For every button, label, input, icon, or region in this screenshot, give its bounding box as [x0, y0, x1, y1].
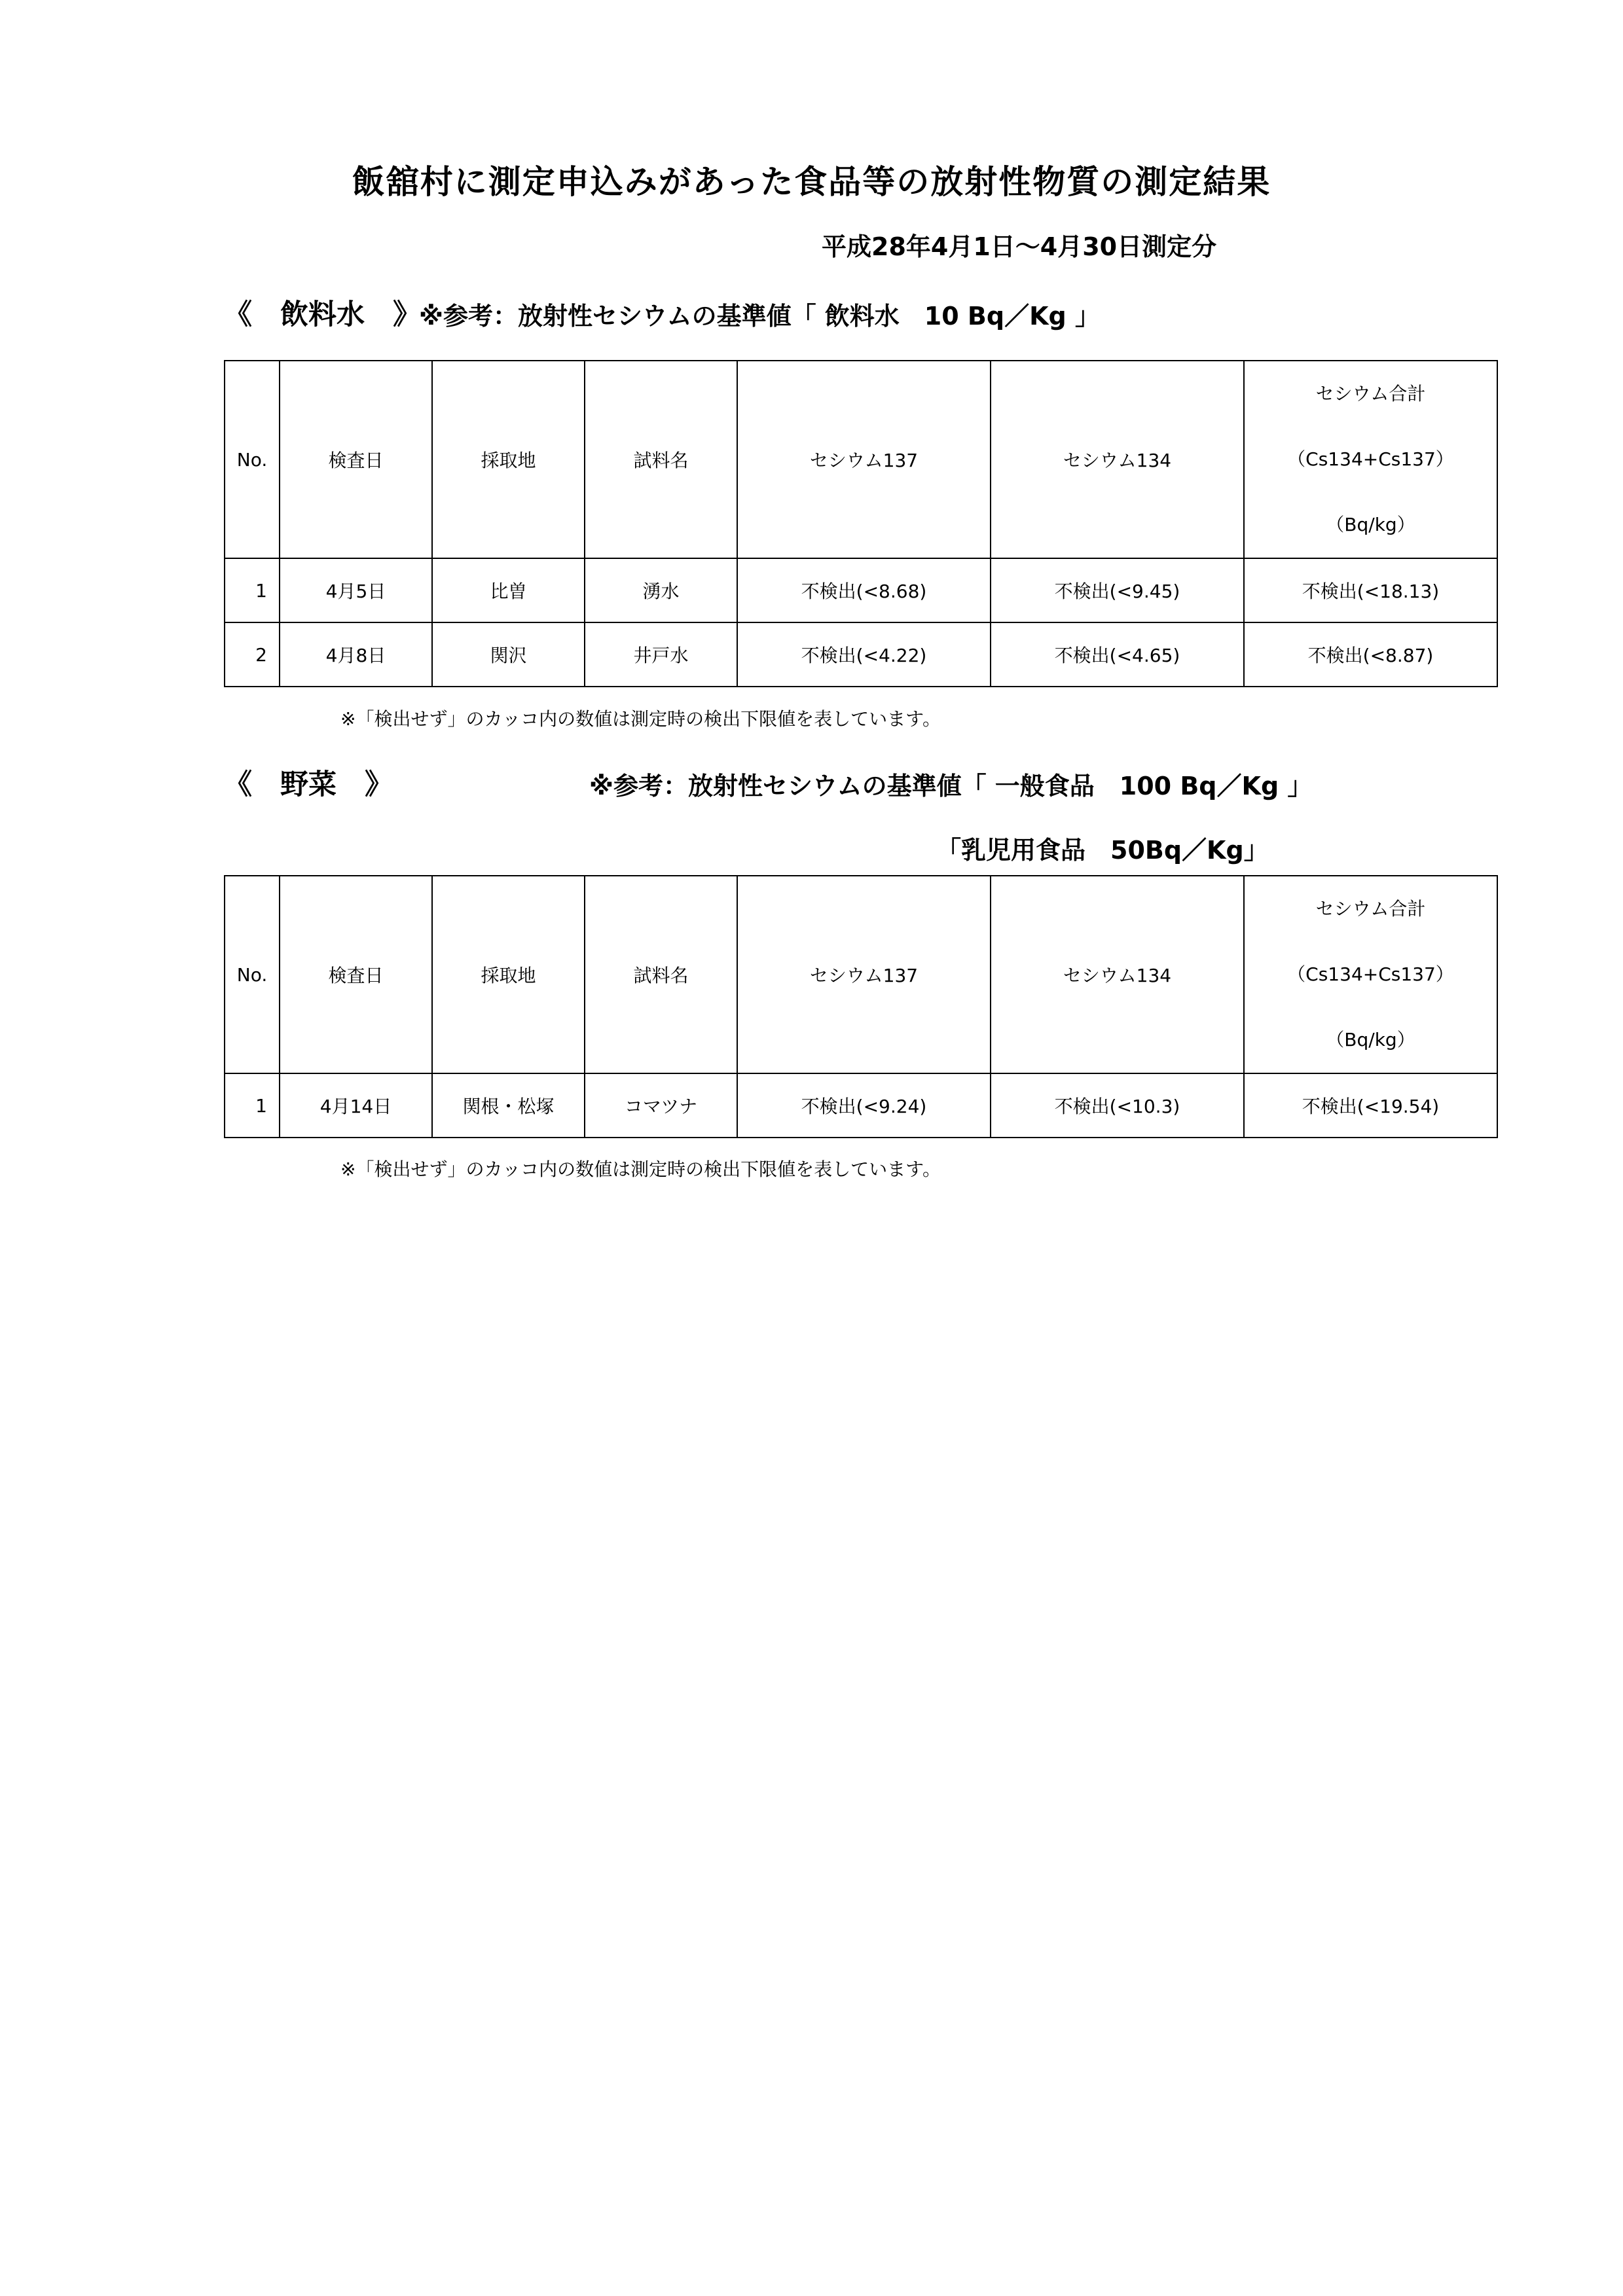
table-header-row: [225, 876, 1497, 1073]
cell-cs137: 不検出(<4.22): [737, 622, 991, 687]
header-no: No.: [225, 361, 280, 558]
header-no: No.: [225, 876, 280, 1073]
cell-date: 4月8日: [280, 622, 432, 687]
table-row: [225, 558, 1497, 622]
cell-total: 不検出(<18.13): [1244, 558, 1497, 622]
cell-no: 1: [225, 1073, 280, 1138]
page-title: 飯舘村に測定申込みがあった食品等の放射性物質の測定結果: [352, 163, 1271, 201]
footnote-vegetables: ※「検出せず」のカッコ内の数値は測定時の検出下限値を表しています。: [340, 1158, 941, 1180]
cell-location: 関根・松塚: [432, 1073, 585, 1138]
cell-no: 1: [225, 558, 280, 622]
footnote-drinking-water: ※「検出せず」のカッコ内の数値は測定時の検出下限値を表しています。: [340, 708, 941, 730]
table-header-row: [225, 361, 1497, 558]
header-date: 検査日: [280, 876, 432, 1073]
reference-standard-infant-food: 「乳児用食品 50Bq／Kg」: [936, 836, 1269, 865]
cell-location: 比曽: [432, 558, 585, 622]
header-date: 検査日: [280, 361, 432, 558]
cell-date: 4月5日: [280, 558, 432, 622]
results-table-vegetables: [224, 875, 1498, 1138]
header-total-formula: （Cs134+Cs137）: [1287, 448, 1454, 470]
header-total-unit: （Bq/kg）: [1326, 1029, 1415, 1050]
header-total-label: セシウム合計: [1315, 383, 1426, 404]
cell-sample: 湧水: [585, 558, 737, 622]
table-row: [225, 1073, 1497, 1138]
reference-standard-drinking-water: ※参考：放射性セシウムの基準値「 飲料水 10 Bq／Kg 」: [419, 302, 1100, 331]
header-total-unit: （Bq/kg）: [1326, 514, 1415, 535]
section-heading-vegetables: 《 野菜 》: [224, 768, 393, 801]
cell-cs137: 不検出(<8.68): [737, 558, 991, 622]
cell-cs134: 不検出(<9.45): [991, 558, 1244, 622]
cell-cs134: 不検出(<4.65): [991, 622, 1244, 687]
cell-date: 4月14日: [280, 1073, 432, 1138]
results-table-drinking-water: [224, 360, 1498, 687]
cell-sample: コマツナ: [585, 1073, 737, 1138]
cell-sample: 井戸水: [585, 622, 737, 687]
header-sample: 試料名: [585, 361, 737, 558]
cell-location: 関沢: [432, 622, 585, 687]
header-total-label: セシウム合計: [1315, 898, 1426, 920]
header-total: [1244, 876, 1497, 1073]
header-total-formula: （Cs134+Cs137）: [1287, 963, 1454, 985]
section-heading-drinking-water: 《 飲料水 》: [224, 298, 421, 331]
header-sample: 試料名: [585, 876, 737, 1073]
cell-no: 2: [225, 622, 280, 687]
cell-cs137: 不検出(<9.24): [737, 1073, 991, 1138]
header-location: 採取地: [432, 361, 585, 558]
cell-total: 不検出(<19.54): [1244, 1073, 1497, 1138]
cell-total: 不検出(<8.87): [1244, 622, 1497, 687]
header-cs134: セシウム134: [991, 876, 1244, 1073]
header-total: [1244, 361, 1497, 558]
header-location: 採取地: [432, 876, 585, 1073]
measurement-period: 平成28年4月1日～4月30日測定分: [822, 232, 1217, 261]
table-row: [225, 622, 1497, 687]
cell-cs134: 不検出(<10.3): [991, 1073, 1244, 1138]
reference-standard-general-food: ※参考：放射性セシウムの基準値「 一般食品 100 Bq／Kg 」: [589, 772, 1313, 800]
header-cs134: セシウム134: [991, 361, 1244, 558]
header-cs137: セシウム137: [737, 361, 991, 558]
header-cs137: セシウム137: [737, 876, 991, 1073]
